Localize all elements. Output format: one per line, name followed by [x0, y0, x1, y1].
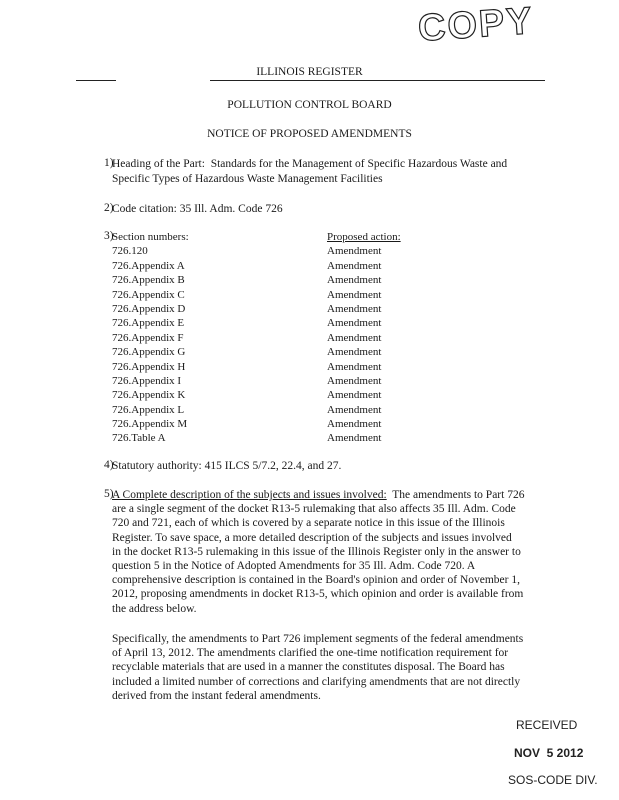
section-number: 726.Appendix F — [112, 331, 184, 344]
proposed-action: Amendment — [327, 389, 382, 402]
header-rule — [210, 80, 545, 81]
section-row — [112, 374, 432, 388]
section-number: 726.Appendix M — [112, 418, 188, 431]
specifically-paragraph — [112, 632, 542, 703]
specifically-line: Specifically, the amendments to Part 726 implement segments of the federal amendments — [112, 633, 524, 645]
section-number: 726.Appendix K — [112, 389, 186, 402]
proposed-action: Amendment — [327, 403, 382, 416]
section-row — [112, 417, 432, 431]
section-table-header — [112, 230, 432, 244]
description-line: question 5 in the Notice of Adopted Amendments for 35 Ill. Adm. Code 720. A — [112, 560, 476, 573]
proposed-action-header: Proposed action: — [327, 231, 401, 243]
proposed-action: Amendment — [327, 274, 382, 287]
description-line: 720 and 721, each of which is covered by a separate notice in this issue of the Illinois — [112, 517, 505, 530]
section-number: 726.Appendix G — [112, 346, 186, 359]
proposed-action: Amendment — [327, 418, 382, 431]
section-row — [112, 331, 432, 345]
item-number: 5) — [104, 488, 114, 500]
received-stamp-date: NOV 5 2012 — [514, 746, 584, 760]
heading-label: Heading of the Part: — [112, 158, 205, 170]
description-line: are a single segment of the docket R13-5 rulemaking that also affects 35 Ill. Adm. Code — [112, 503, 516, 516]
item-number: 1) — [104, 157, 114, 169]
board-title: POLLUTION CONTROL BOARD — [227, 99, 392, 111]
code-citation: Code citation: 35 Ill. Adm. Code 726 — [112, 203, 283, 215]
received-stamp-label: RECEIVED — [516, 718, 578, 732]
section-row — [112, 288, 432, 302]
item-number: 3) — [104, 230, 114, 242]
specifically-line: recyclable materials that are used in a manner the constitutes disposal. The Board has — [112, 661, 505, 674]
proposed-action: Amendment — [327, 245, 382, 258]
description-line: comprehensive description is contained in the Board's opinion and order of November 1, — [112, 574, 520, 587]
specifically-line: included a limited number of corrections and clarifying amendments that are not directly — [112, 675, 521, 688]
section-row — [112, 273, 432, 287]
section-row — [112, 360, 432, 374]
proposed-action: Amendment — [327, 331, 382, 344]
notice-title: NOTICE OF PROPOSED AMENDMENTS — [207, 128, 412, 140]
section-row — [112, 388, 432, 402]
proposed-action: Amendment — [327, 317, 382, 330]
specifically-line: of April 13, 2012. The amendments clarified the one-time notification requirement for — [112, 647, 509, 660]
heading-text-1: Standards for the Management of Specific Hazardous Waste and — [210, 158, 508, 170]
description-label: A Complete description of the subjects and issues involved: — [112, 489, 387, 501]
proposed-action: Amendment — [327, 432, 382, 445]
section-row — [112, 302, 432, 316]
proposed-action: Amendment — [327, 259, 382, 272]
description-line: The amendments to Part 726 — [392, 489, 525, 501]
section-table — [112, 230, 432, 446]
description-first-line — [112, 488, 542, 502]
section-number: 726.120 — [112, 245, 148, 258]
section-row — [112, 431, 432, 445]
item-number: 4) — [104, 459, 114, 471]
proposed-action: Amendment — [327, 288, 382, 301]
section-row — [112, 244, 432, 258]
section-row — [112, 259, 432, 273]
copy-stamp: COPY — [416, 0, 535, 50]
description-line: the address below. — [112, 602, 197, 615]
section-number: 726.Appendix L — [112, 403, 185, 416]
section-row — [112, 403, 432, 417]
statutory-authority: Statutory authority: 415 ILCS 5/7.2, 22.4, and 27. — [112, 460, 342, 472]
description-paragraph — [112, 488, 542, 616]
item-number: 2) — [104, 202, 114, 214]
section-row — [112, 316, 432, 330]
section-number: 726.Appendix I — [112, 374, 182, 387]
section-number: 726.Appendix H — [112, 360, 186, 373]
heading-line-2: Specific Types of Hazardous Waste Management Facilities — [112, 173, 383, 185]
header-rule-left — [76, 80, 116, 81]
proposed-action: Amendment — [327, 302, 382, 315]
proposed-action: Amendment — [327, 374, 382, 387]
description-line: 2012, proposing amendments in docket R13-5, which opinion and order is available from — [112, 588, 524, 601]
register-title: ILLINOIS REGISTER — [256, 66, 363, 78]
section-number: 726.Appendix C — [112, 288, 185, 301]
section-number: 726.Appendix A — [112, 259, 185, 272]
description-line: in the docket R13-5 rulemaking in this issue of the Illinois Register only in the answer to — [112, 545, 521, 558]
heading-line-1 — [112, 157, 507, 171]
section-number: 726.Table A — [112, 432, 166, 445]
section-number: 726.Appendix E — [112, 317, 185, 330]
proposed-action: Amendment — [327, 346, 382, 359]
specifically-line: derived from the instant federal amendments. — [112, 689, 321, 702]
description-line: Register. To save space, a more detailed description of the subjects and issues involved — [112, 531, 512, 544]
section-row — [112, 345, 432, 359]
section-number: 726.Appendix B — [112, 274, 185, 287]
section-numbers-header: Section numbers: — [112, 231, 189, 243]
proposed-action: Amendment — [327, 360, 382, 373]
section-rows — [112, 244, 432, 445]
received-stamp-office: SOS-CODE DIV. — [508, 773, 598, 787]
section-number: 726.Appendix D — [112, 302, 186, 315]
